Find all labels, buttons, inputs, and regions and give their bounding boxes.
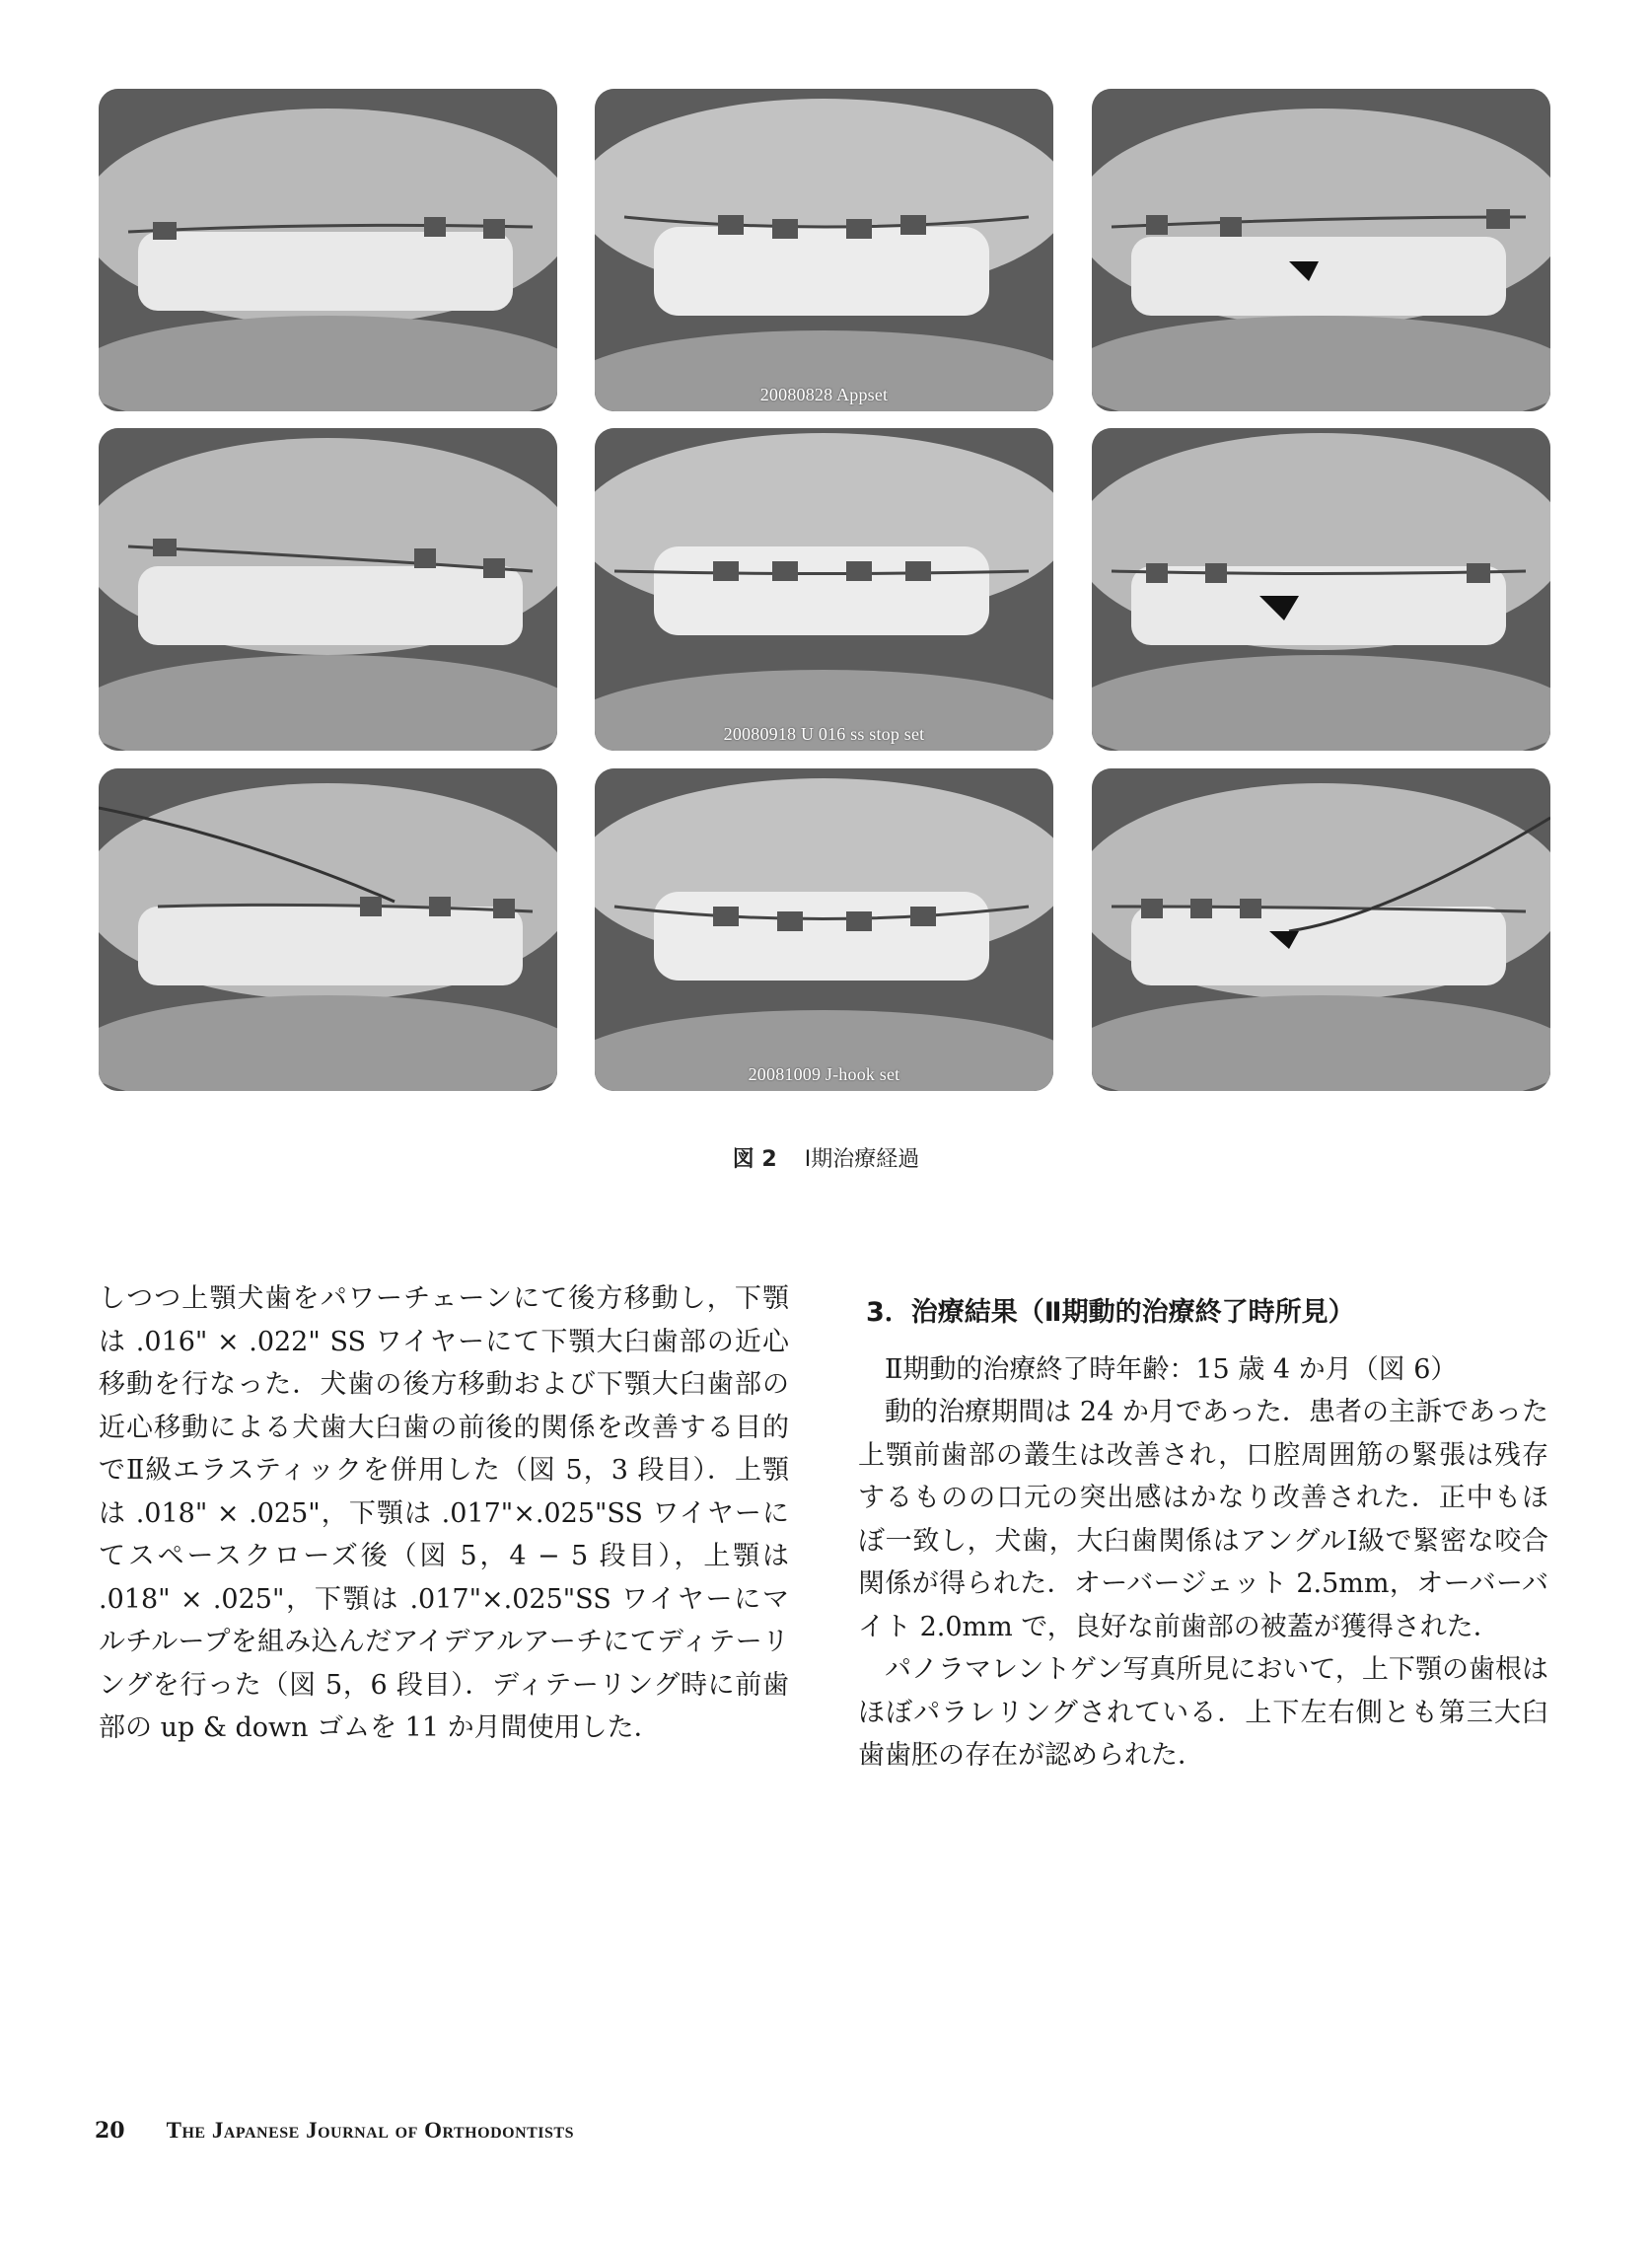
- intraoral-photo-frontal: [595, 768, 1053, 1091]
- intraoral-photo-left-lateral: [1092, 768, 1550, 1091]
- photo-illustration: [1092, 89, 1550, 411]
- left-column: [99, 1277, 789, 1750]
- page-number: 20: [95, 2118, 125, 2144]
- figure-caption: [0, 1142, 1652, 1173]
- photo-illustration: [1092, 768, 1550, 1091]
- body-paragraph: しつつ上顎犬歯をパワーチェーンにて後方移動し，下顎は .016" × .022" SS ワイヤーにて下顎大臼歯部の近心移動を行なった．犬歯の後方移動および下顎大臼歯部の近心移動による犬歯大臼歯の前後的関係を改善する目的でⅡ級エラスティックを併用した（図 5，3 段目）．上顎は .018" × .025"，下顎は .017"×.025"SS ワイヤーにてスペースクローズ後（図 5，4 − 5 段目），上顎は .018" × .025"，下顎は .017"×.025"SS ワイヤーにマルチループを組み込んだアイデアルアーチにてディテーリングを行った（図 5，6 段目）．ディテーリング時に前歯部の up & down ゴムを 11 か月間使用した．: [99, 1283, 789, 1743]
- intraoral-photo-right-lateral: [99, 89, 557, 411]
- section-heading: 3．治療結果（Ⅱ期動的治療終了時所見）: [866, 1297, 1355, 1328]
- intraoral-photo-frontal: [595, 428, 1053, 751]
- right-column: [858, 1277, 1548, 1778]
- figure-2-photo-grid: [99, 89, 1550, 1097]
- photo-illustration: [99, 768, 557, 1091]
- intraoral-photo-left-lateral: [1092, 89, 1550, 411]
- photo-illustration: [1092, 428, 1550, 751]
- photo-illustration: [595, 428, 1053, 751]
- figure-number: 図 2: [732, 1147, 777, 1172]
- body-paragraph: Ⅱ期動的治療終了時年齢：15 歳 4 か月（図 6）: [885, 1353, 1458, 1385]
- intraoral-photo-right-lateral: [99, 428, 557, 751]
- photo-illustration: [99, 89, 557, 411]
- figure-caption-text: Ⅰ期治療経過: [804, 1147, 920, 1172]
- photo-caption: 20080828 Appset: [759, 385, 889, 404]
- body-paragraph: パノラマレントゲン写真所見において，上下顎の歯根はほぼパラレリングされている．上下左右側とも第三大臼歯歯胚の存在が認められた．: [858, 1654, 1548, 1771]
- photo-illustration: [595, 89, 1053, 411]
- photo-illustration: [595, 768, 1053, 1091]
- photo-illustration: [99, 428, 557, 751]
- intraoral-photo-left-lateral: [1092, 428, 1550, 751]
- photo-caption: 20081009 J-hook set: [748, 1064, 900, 1084]
- journal-name: The Japanese Journal of Orthodontists: [166, 2118, 574, 2143]
- page-footer: [95, 2118, 574, 2144]
- photo-caption: 20080918 U 016 ss stop set: [723, 724, 925, 744]
- intraoral-photo-frontal: [595, 89, 1053, 411]
- intraoral-photo-right-lateral: [99, 768, 557, 1091]
- body-paragraph: 動的治療期間は 24 か月であった．患者の主訴であった上顎前歯部の叢生は改善され，口腔周囲筋の緊張は残存するものの口元の突出感はかなり改善された．正中もほぼ一致し，犬歯，大臼歯関係はアングルⅠ級で緊密な咬合関係が得られた．オーバージェット 2.5mm，オーバーバイト 2.0mm で，良好な前歯部の被蓋が獲得された．: [858, 1397, 1549, 1642]
